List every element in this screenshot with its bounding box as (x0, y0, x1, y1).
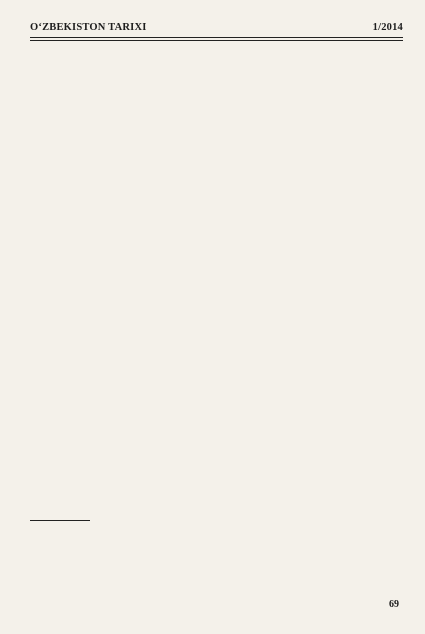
running-header (30, 22, 403, 33)
header-rule (30, 37, 403, 38)
header-rule-thin (30, 40, 403, 41)
page-number: 69 (389, 599, 399, 610)
journal-title: O‘ZBEKISTON TARIXI (30, 22, 147, 33)
issue-number: 1/2014 (372, 22, 403, 33)
article-body (30, 62, 399, 508)
footnote-separator (30, 520, 90, 521)
